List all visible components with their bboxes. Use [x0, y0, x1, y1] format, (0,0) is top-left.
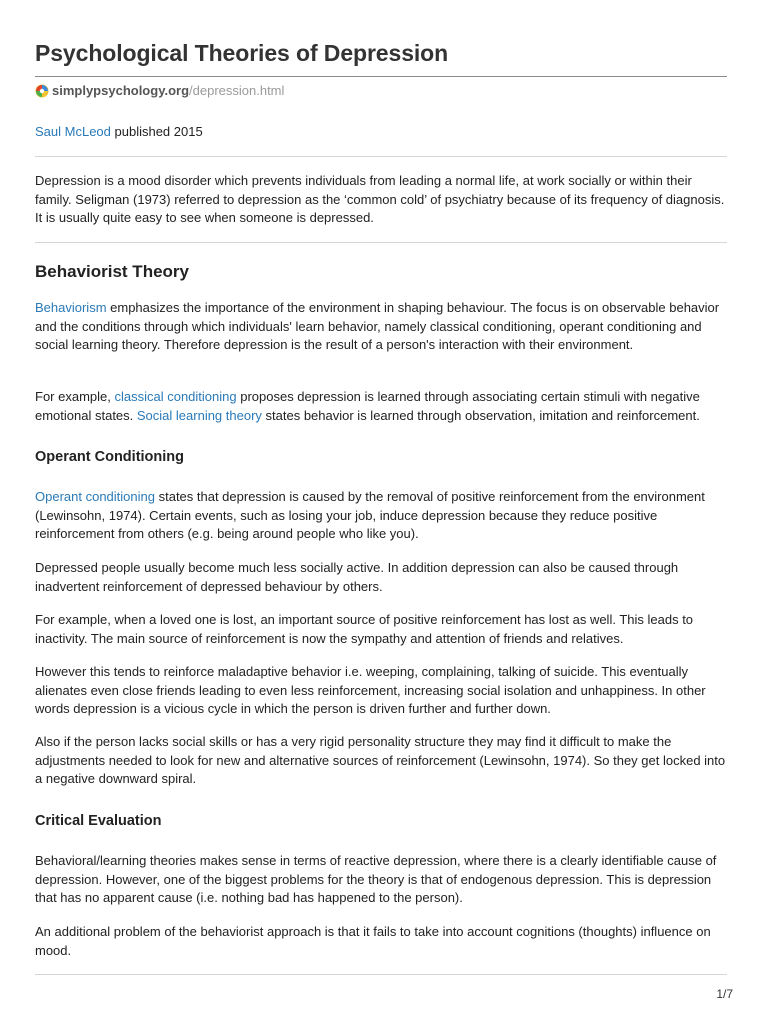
byline-divider [35, 156, 727, 157]
critical-heading: Critical Evaluation [35, 813, 162, 829]
source-line [35, 83, 284, 98]
behaviorist-p2-pre: For example, [35, 389, 115, 404]
behaviorist-paragraph-2 [35, 388, 727, 425]
behaviorist-paragraph-1 [35, 299, 727, 355]
critical-paragraph-2: An additional problem of the behaviorist approach is that it fails to take into account cognitions (thoughts) influence on mood. [35, 924, 711, 958]
operant-p1-text: states that depression is caused by the removal of positive reinforcement from the environment (Lewinsohn, 1974). Certain events, such as losing your job, induce depression because they reduce positive reinforcement from others (e.g. being around people who like you). [35, 489, 705, 541]
title-divider [35, 76, 727, 77]
operant-paragraph-1 [35, 488, 727, 544]
brain-favicon-icon [35, 84, 49, 98]
behaviorist-p2-mid: proposes depression is learned through associating certain stimuli with negative emotional states. [35, 389, 700, 423]
operant-heading: Operant Conditioning [35, 449, 185, 465]
behaviorist-heading: Behaviorist Theory [35, 262, 189, 281]
operant-paragraph-4: However this tends to reinforce maladaptive behavior i.e. weeping, complaining, talking of suicide. This eventually alienates even close friends leading to even less reinforcement, increasing social isolation and unhappiness. In other words depression is a vicious cycle in which the person is driven further and further down. [35, 664, 706, 716]
classical-conditioning-link[interactable]: classical conditioning [114, 389, 237, 404]
page-number: 1/7 [716, 987, 733, 1001]
operant-paragraph-2: Depressed people usually become much less socially active. In addition depression can also be caused through inadvertent reinforcement of depressed behaviour by others. [35, 560, 679, 594]
operant-paragraph-5: Also if the person lacks social skills or has a very rigid personality structure they may find it difficult to make the adjustments needed to look for new and alternative sources of reinforcement (Lewinsohn, 1974). So they get locked into a negative downward spiral. [35, 734, 726, 786]
intro-paragraph: Depression is a mood disorder which prevents individuals from leading a normal life, at work socially or within their family. Seligman (1973) referred to depression as the ‘common cold’ of psychiatry because of its frequency of diagnosis. It is usually quite easy to see when someone is depressed. [35, 173, 725, 225]
byline [35, 124, 203, 139]
source-path-link[interactable]: /depression.html [189, 83, 285, 98]
behaviorist-p2-post: states behavior is learned through observation, imitation and reinforcement. [261, 407, 700, 423]
operant-paragraph-3: For example, when a loved one is lost, an important source of positive reinforcement has lost as well. This leads to inactivity. The main source of reinforcement is now the sympathy and attention of friends and relatives. [35, 612, 694, 646]
page-title: Psychological Theories of Depression [35, 40, 449, 66]
behaviorism-link[interactable]: Behaviorism [35, 300, 107, 315]
footer-divider [35, 974, 727, 975]
source-domain-link[interactable]: simplypsychology.org [52, 83, 190, 98]
operant-conditioning-link[interactable]: Operant conditioning [35, 489, 155, 504]
social-learning-theory-link[interactable]: Social learning theory [136, 407, 262, 423]
intro-divider [35, 242, 727, 243]
critical-paragraph-1: Behavioral/learning theories makes sense in terms of reactive depression, where there is a clearly identifiable cause of depression. However, one of the biggest problems for the theory is that of endogenous depression. This is depression that has no apparent cause (i.e. nothing bad has happened to the person). [35, 853, 717, 905]
author-link[interactable]: Saul McLeod [35, 124, 111, 139]
published-text: published 2015 [110, 124, 203, 139]
behaviorist-p1-text: emphasizes the importance of the environment in shaping behaviour. The focus is on observable behavior and the conditions through which individuals' learn behavior, namely classical conditioning, operant conditioning and social learning theory. Therefore depression is the result of a person's interaction with their environment. [35, 300, 720, 352]
